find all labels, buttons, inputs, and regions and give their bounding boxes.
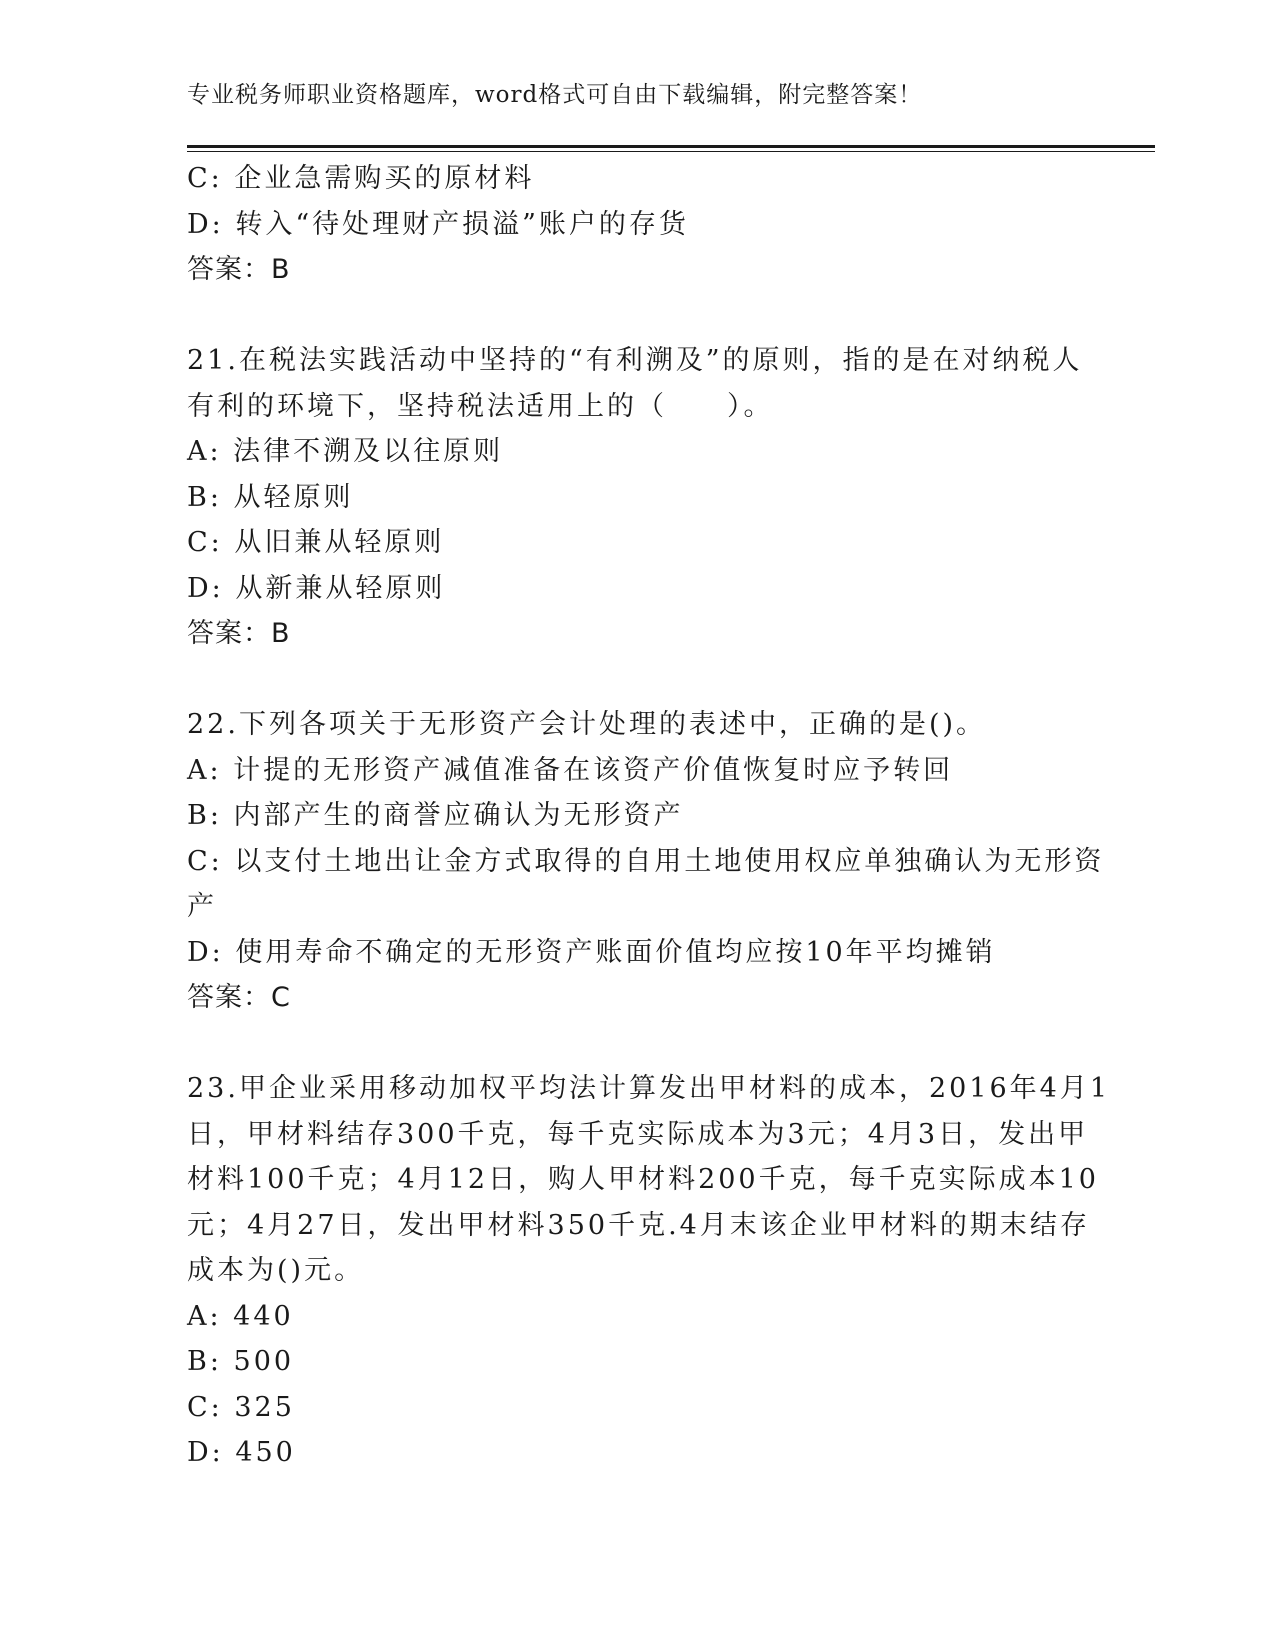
header-rule-thin bbox=[187, 151, 1155, 152]
spacer bbox=[187, 293, 1087, 339]
q22-option-b: B: 内部产生的商誉应确认为无形资产 bbox=[187, 800, 684, 831]
q20-answer: 答案：B bbox=[187, 254, 291, 285]
q23-stem-line1: 23.甲企业采用移动加权平均法计算发出甲材料的成本，2016年4月1 bbox=[187, 1073, 1111, 1104]
q22-option-c-line2: 产 bbox=[187, 891, 217, 922]
q22-option-a: A: 计提的无形资产减值准备在该资产价值恢复时应予转回 bbox=[187, 754, 954, 786]
q23-option-d: D: 450 bbox=[187, 1437, 296, 1468]
q23-stem-line5: 成本为()元。 bbox=[187, 1255, 365, 1286]
q21-option-b: B: 从轻原则 bbox=[187, 481, 354, 513]
q21-option-d: D: 从新兼从轻原则 bbox=[187, 572, 446, 604]
page-header: 专业税务师职业资格题库，word格式可自由下载编辑，附完整答案！ bbox=[187, 82, 923, 108]
q23-option-c: C: 325 bbox=[187, 1391, 295, 1423]
q23-option-a: A: 440 bbox=[187, 1300, 294, 1332]
q22-answer: 答案：C bbox=[187, 982, 291, 1013]
spacer bbox=[187, 1021, 1087, 1067]
question-content bbox=[187, 156, 1111, 1476]
q23-stem-line3: 材料100千克；4月12日，购人甲材料200千克，每千克实际成本10 bbox=[187, 1164, 1099, 1195]
q22-stem-line1: 22.下列各项关于无形资产会计处理的表述中，正确的是()。 bbox=[187, 709, 987, 740]
q20-option-c: C: 企业急需购买的原材料 bbox=[187, 163, 535, 194]
q23-option-b: B: 500 bbox=[187, 1346, 295, 1377]
q21-option-a: A: 法律不溯及以往原则 bbox=[187, 436, 504, 467]
q21-option-c: C: 从旧兼从轻原则 bbox=[187, 527, 445, 558]
q21-stem-line1: 21.在税法实践活动中坚持的“有利溯及”的原则，指的是在对纳税人 bbox=[187, 345, 1083, 376]
spacer bbox=[187, 657, 1087, 703]
q21-answer: 答案：B bbox=[187, 618, 291, 649]
q21-stem-line2: 有利的环境下，坚持税法适用上的（ ）。 bbox=[187, 390, 774, 422]
q22-option-d: D: 使用寿命不确定的无形资产账面价值均应按10年平均摊销 bbox=[187, 936, 996, 968]
header-rule-thick bbox=[187, 145, 1155, 148]
q22-option-c-line1: C: 以支付土地出让金方式取得的自用土地使用权应单独确认为无形资 bbox=[187, 845, 1105, 877]
q20-option-d: D: 转入“待处理财产损溢”账户的存货 bbox=[187, 208, 689, 240]
q23-stem-line4: 元；4月27日，发出甲材料350千克.4月末该企业甲材料的期末结存 bbox=[187, 1209, 1090, 1241]
q23-stem-line2: 日，甲材料结存300千克，每千克实际成本为3元；4月3日，发出甲 bbox=[187, 1118, 1089, 1150]
